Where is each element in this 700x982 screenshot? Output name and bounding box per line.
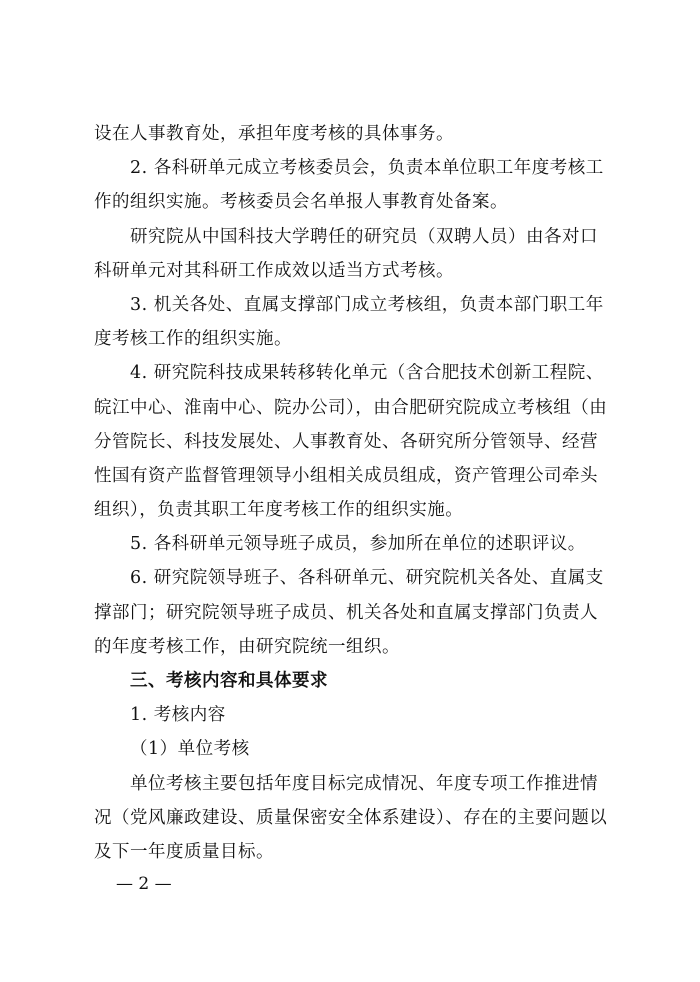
text-line: 度考核工作的组织实施。 xyxy=(94,329,292,350)
text-line: 及下一年度质量目标。 xyxy=(94,841,274,862)
text-line: 设在人事教育处，承担年度考核的具体事务。 xyxy=(94,124,454,144)
text-line: 的年度考核工作，由研究院统一组织。 xyxy=(94,636,400,657)
text-line: 2. 各科研单元成立考核委员会，负责本单位职工年度考核工 xyxy=(130,158,604,179)
subsection-heading: 1. 考核内容 xyxy=(130,705,226,726)
text-line: 分管院长、科技发展处、人事教育处、各研究所分管领导、经营 xyxy=(94,431,598,452)
text-line: 组织），负责其职工年度考核工作的组织实施。 xyxy=(94,500,464,521)
text-line: 撑部门；研究院领导班子成员、机关各处和直属支撑部门负责人 xyxy=(94,602,598,623)
text-line: 4. 研究院科技成果转移转化单元（含合肥技术创新工程院、 xyxy=(130,363,604,384)
text-line: 皖江中心、淮南中心、院办公司），由合肥研究院成立考核组（由 xyxy=(94,397,608,418)
text-line: 科研单元对其科研工作成效以适当方式考核。 xyxy=(94,260,454,281)
section-heading: 三、考核内容和具体要求 xyxy=(130,671,328,691)
text-line: 3. 机关各处、直属支撑部门成立考核组，负责本部门职工年 xyxy=(130,294,604,315)
text-line: 况（党风廉政建设、质量保密安全体系建设）、存在的主要问题以 xyxy=(94,807,608,828)
body-text xyxy=(94,117,614,869)
page-number: — 2 — xyxy=(116,874,172,894)
text-line: 作的组织实施。考核委员会名单报人事教育处备案。 xyxy=(94,192,508,213)
text-line: 性国有资产监督管理领导小组相关成员组成，资产管理公司牵头 xyxy=(94,465,598,486)
text-line: 5. 各科研单元领导班子成员，参加所在单位的述职评议。 xyxy=(130,534,586,555)
text-line: 6. 研究院领导班子、各科研单元、研究院机关各处、直属支 xyxy=(130,568,604,589)
text-line: 研究院从中国科技大学聘任的研究员（双聘人员）由各对口 xyxy=(130,226,598,247)
text-line: 单位考核主要包括年度目标完成情况、年度专项工作推进情 xyxy=(130,773,598,794)
subsection-heading: （1）单位考核 xyxy=(130,739,250,760)
